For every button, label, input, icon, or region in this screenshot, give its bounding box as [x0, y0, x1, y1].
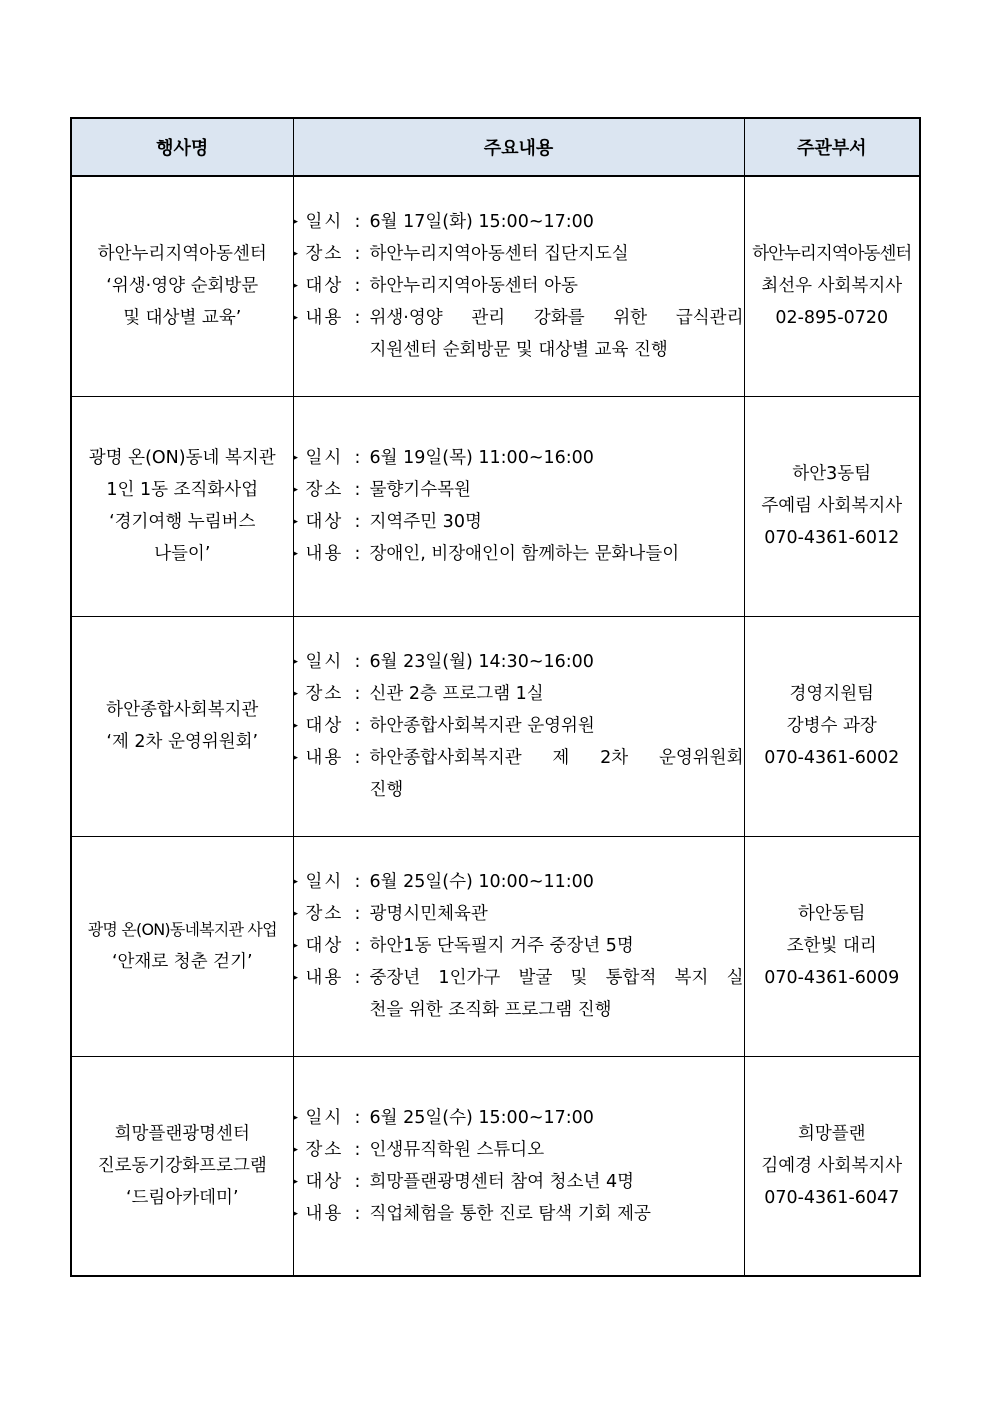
detail-label: 일시 — [305, 652, 344, 672]
detail-value: 하안누리지역아동센터 아동 — [369, 276, 578, 297]
bullet-icon: ▸ — [293, 657, 299, 667]
detail-item-place — [294, 1134, 744, 1166]
detail-item-content — [294, 1198, 744, 1230]
organizer-phone: 070-4361-6009 — [764, 968, 900, 988]
detail-label: 대상 — [305, 716, 344, 736]
bullet-icon: ▸ — [293, 453, 299, 463]
detail-label: 장소 — [305, 684, 344, 704]
separator: : — [354, 480, 361, 500]
main-content-cell — [293, 176, 744, 396]
event-name-line: 진로동기강화프로그램 — [97, 1155, 267, 1176]
detail-value: 지역주민 30명 — [369, 512, 482, 532]
organizer-phone: 070-4361-6002 — [764, 748, 900, 768]
separator: : — [354, 904, 361, 924]
event-name-line: ‘경기여행 누림버스 — [109, 512, 256, 532]
organizer-team: 하안동팀 — [797, 904, 866, 924]
detail-value: 희망플랜광명센터 참여 청소년 4명 — [369, 1171, 634, 1192]
detail-label: 대상 — [305, 512, 344, 532]
detail-value: 광명시민체육관 — [369, 904, 488, 924]
organizer-team: 경영지원팀 — [789, 684, 875, 704]
detail-item-content — [294, 962, 744, 1026]
detail-label: 내용 — [305, 748, 344, 768]
event-name-line: 광명 온(ON)동네복지관 사업 — [87, 920, 277, 939]
bullet-icon: ▸ — [293, 753, 299, 763]
detail-item-content — [294, 742, 744, 806]
separator: : — [354, 1203, 361, 1224]
event-name-line: 하안누리지역아동센터 — [97, 244, 267, 265]
table-row — [71, 396, 920, 616]
organizer-cell — [744, 176, 920, 396]
detail-value — [370, 742, 744, 806]
organizer-team: 희망플랜 — [797, 1123, 866, 1144]
separator: : — [354, 652, 361, 672]
detail-item-date — [294, 206, 744, 238]
detail-value-line: 중장년 1인가구 발굴 및 통합적 복지 실 — [369, 968, 744, 988]
event-name-line: 나들이’ — [154, 544, 211, 564]
detail-label: 대상 — [305, 936, 344, 956]
detail-item-place — [294, 678, 744, 710]
detail-value — [370, 538, 744, 570]
detail-value: 신관 2층 프로그램 1실 — [369, 684, 544, 704]
bullet-icon: ▸ — [293, 1144, 299, 1155]
detail-item-date — [294, 442, 744, 474]
table-row — [71, 616, 920, 836]
organizer-cell — [744, 836, 920, 1056]
separator: : — [354, 1107, 361, 1128]
organizer-phone: 070-4361-6047 — [764, 1187, 900, 1208]
event-name-cell — [71, 396, 293, 616]
event-name-cell — [71, 1056, 293, 1276]
detail-value: 6월 17일(화) 15:00~17:00 — [369, 212, 594, 233]
event-name-line: 희망플랜광명센터 — [114, 1123, 250, 1144]
detail-value-line: 직업체험을 통한 진로 탐색 기회 제공 — [369, 1203, 651, 1224]
header-row — [71, 118, 920, 176]
detail-item-place — [294, 474, 744, 506]
header-main-content: 주요내용 — [293, 118, 744, 176]
separator: : — [354, 684, 361, 704]
event-name-line: ‘위생·영양 순회방문 — [106, 276, 259, 297]
detail-item-target — [294, 710, 744, 742]
bullet-icon: ▸ — [293, 877, 299, 887]
organizer-cell — [744, 616, 920, 836]
detail-item-place — [294, 238, 744, 270]
detail-item-date — [294, 646, 744, 678]
detail-label: 내용 — [305, 308, 344, 329]
detail-value: 하안누리지역아동센터 집단지도실 — [369, 244, 629, 265]
bullet-icon: ▸ — [293, 1112, 299, 1123]
bullet-icon: ▸ — [293, 549, 299, 559]
detail-item-content — [294, 302, 744, 366]
event-name-line: 하안종합사회복지관 — [106, 700, 259, 720]
bullet-icon: ▸ — [293, 281, 299, 292]
organizer-contact: 주예림 사회복지사 — [761, 496, 903, 516]
bullet-icon: ▸ — [293, 689, 299, 699]
separator: : — [354, 212, 361, 233]
detail-label: 장소 — [305, 1139, 344, 1160]
header-organizer: 주관부서 — [744, 118, 920, 176]
separator: : — [354, 308, 361, 329]
separator: : — [354, 448, 361, 468]
detail-label: 내용 — [305, 968, 344, 988]
detail-item-date — [294, 866, 744, 898]
bullet-icon: ▸ — [293, 313, 299, 324]
detail-label: 일시 — [305, 212, 344, 233]
organizer-phone: 070-4361-6012 — [764, 528, 900, 548]
detail-item-target — [294, 270, 744, 302]
bullet-icon: ▸ — [293, 909, 299, 919]
events-table — [70, 117, 921, 1277]
separator: : — [354, 544, 361, 564]
detail-value: 인생뮤직학원 스튜디오 — [369, 1139, 545, 1160]
event-name-line: ‘드림아카데미’ — [125, 1187, 239, 1208]
bullet-icon: ▸ — [293, 517, 299, 527]
detail-value: 하안종합사회복지관 운영위원 — [369, 716, 595, 736]
bullet-icon: ▸ — [293, 217, 299, 228]
table-body — [71, 176, 920, 1276]
main-content-cell — [293, 616, 744, 836]
organizer-team: 하안3동팀 — [792, 464, 872, 484]
separator: : — [354, 716, 361, 736]
organizer-cell — [744, 1056, 920, 1276]
detail-label: 장소 — [305, 480, 344, 500]
table-row — [71, 1056, 920, 1276]
separator: : — [354, 748, 361, 768]
detail-label: 일시 — [305, 448, 344, 468]
detail-item-place — [294, 898, 744, 930]
detail-label: 일시 — [305, 872, 344, 892]
organizer-contact: 김예경 사회복지사 — [761, 1155, 903, 1176]
bullet-icon: ▸ — [293, 973, 299, 983]
event-name-cell — [71, 616, 293, 836]
detail-item-target — [294, 1166, 744, 1198]
bullet-icon: ▸ — [293, 941, 299, 951]
bullet-icon: ▸ — [293, 249, 299, 260]
separator: : — [354, 1139, 361, 1160]
detail-value: 6월 19일(목) 11:00~16:00 — [369, 448, 594, 468]
detail-item-target — [294, 930, 744, 962]
detail-item-date — [294, 1102, 744, 1134]
bullet-icon: ▸ — [293, 1176, 299, 1187]
detail-value-line: 위생·영양 관리 강화를 위한 급식관리 — [369, 308, 744, 329]
detail-value-line: 지원센터 순회방문 및 대상별 교육 진행 — [369, 340, 668, 361]
detail-label: 장소 — [305, 244, 344, 265]
detail-value: 물향기수목원 — [369, 480, 471, 500]
table-row — [71, 176, 920, 396]
separator: : — [354, 276, 361, 297]
event-name-cell — [71, 836, 293, 1056]
detail-label: 대상 — [305, 276, 344, 297]
organizer-contact: 조한빛 대리 — [786, 936, 877, 956]
main-content-cell — [293, 396, 744, 616]
detail-label: 내용 — [305, 544, 344, 564]
bullet-icon: ▸ — [293, 485, 299, 495]
event-name-line: 및 대상별 교육’ — [123, 308, 242, 329]
bullet-icon: ▸ — [293, 721, 299, 731]
detail-value: 하안1동 단독필지 거주 중장년 5명 — [369, 936, 634, 956]
table-row — [71, 836, 920, 1056]
organizer-contact: 강병수 과장 — [786, 716, 877, 736]
organizer-phone: 02-895-0720 — [775, 308, 889, 329]
detail-value: 6월 25일(수) 10:00~11:00 — [369, 872, 594, 892]
event-name-line: 광명 온(ON)동네 복지관 — [88, 448, 276, 468]
event-name-line: 1인 1동 조직화사업 — [106, 480, 259, 500]
event-name-line: ‘안재로 청춘 걷기’ — [111, 952, 253, 972]
separator: : — [354, 512, 361, 532]
separator: : — [354, 936, 361, 956]
detail-value-line: 하안종합사회복지관 제 2차 운영위원회 — [369, 748, 744, 768]
header-event-name: 행사명 — [71, 118, 293, 176]
main-content-cell — [293, 836, 744, 1056]
detail-value — [370, 302, 744, 366]
detail-value-line: 장애인, 비장애인이 함께하는 문화나들이 — [369, 544, 680, 564]
detail-item-content — [294, 538, 744, 570]
separator: : — [354, 872, 361, 892]
detail-value-line: 천을 위한 조직화 프로그램 진행 — [369, 1000, 612, 1020]
detail-value — [370, 962, 744, 1026]
bullet-icon: ▸ — [293, 1208, 299, 1219]
detail-label: 일시 — [305, 1107, 344, 1128]
organizer-contact: 최선우 사회복지사 — [761, 276, 903, 297]
main-content-cell — [293, 1056, 744, 1276]
separator: : — [354, 1171, 361, 1192]
organizer-team: 하안누리지역아동센터 — [752, 244, 912, 265]
organizer-cell — [744, 396, 920, 616]
detail-label: 대상 — [305, 1171, 344, 1192]
detail-value: 6월 23일(월) 14:30~16:00 — [369, 652, 594, 672]
detail-item-target — [294, 506, 744, 538]
separator: : — [354, 244, 361, 265]
separator: : — [354, 968, 361, 988]
detail-value — [370, 1198, 744, 1230]
detail-label: 장소 — [305, 904, 344, 924]
event-name-line: ‘제 2차 운영위원회’ — [106, 732, 259, 752]
event-name-cell — [71, 176, 293, 396]
detail-label: 내용 — [305, 1203, 344, 1224]
detail-value-line: 진행 — [369, 780, 404, 800]
detail-value: 6월 25일(수) 15:00~17:00 — [369, 1107, 594, 1128]
